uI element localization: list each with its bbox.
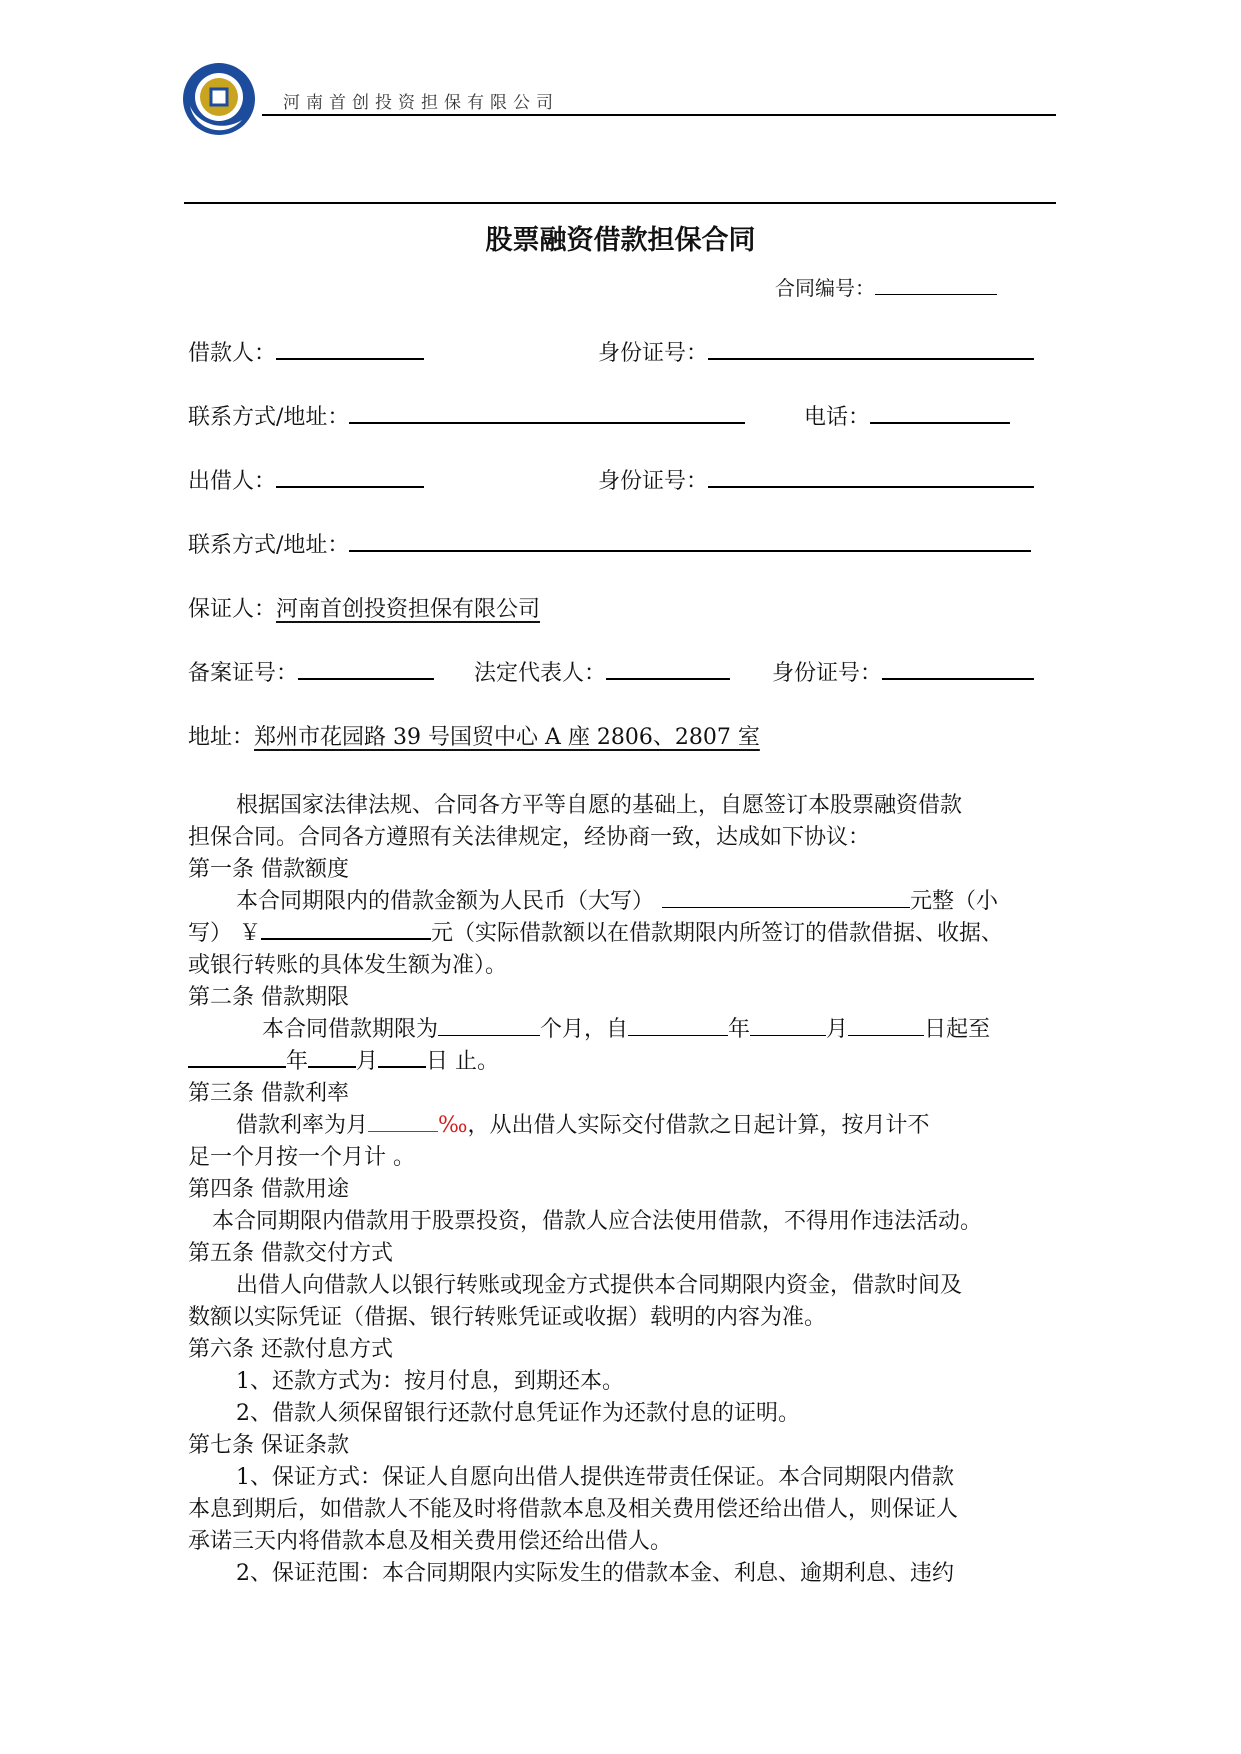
lender-contact-label: 联系方式/地址： <box>188 533 350 558</box>
header-rule <box>262 114 1056 116</box>
record-number-label: 备案证号： <box>188 661 299 686</box>
guarantor-row <box>188 592 540 623</box>
article-5-title: 第五条 借款交付方式 <box>188 1241 393 1266</box>
borrower-contact-label: 联系方式/地址： <box>188 405 350 430</box>
borrower-id-label: 身份证号： <box>598 341 709 366</box>
header-company-name: 河南首创投资担保有限公司 <box>283 93 559 113</box>
article-3-title: 第三条 借款利率 <box>188 1081 349 1106</box>
article-1-line-2: 写） ￥ 元（实际借款额以在借款期限内所签订的借款借据、收据、 <box>188 916 1003 947</box>
company-logo-icon <box>182 62 256 136</box>
article-4-title: 第四条 借款用途 <box>188 1177 349 1202</box>
article-7-line-2: 本息到期后，如借款人不能及时将借款本息及相关费用偿还给出借人，则保证人 <box>188 1497 959 1522</box>
contract-number-label: 合同编号： <box>775 276 875 300</box>
article-1-line-1: 本合同期限内的借款金额为人民币（大写） 元整（小 <box>236 889 999 914</box>
legal-rep-row <box>474 656 730 687</box>
article-2-line-2: 年 月 日 止。 <box>188 1044 499 1075</box>
article-7-line-4: 2、保证范围：本合同期限内实际发生的借款本金、利息、逾期利息、违约 <box>236 1561 954 1586</box>
article-7-title: 第七条 保证条款 <box>188 1433 349 1458</box>
loan-amount-figures-field[interactable] <box>261 918 431 940</box>
end-day-field[interactable] <box>378 1046 426 1068</box>
borrower-label: 借款人： <box>188 341 277 366</box>
article-4-line-1: 本合同期限内借款用于股票投资，借款人应合法使用借款，不得用作违法活动。 <box>212 1209 983 1234</box>
lender-label: 出借人： <box>188 469 277 494</box>
term-months-field[interactable] <box>438 1015 540 1036</box>
permille-sign: ‰ <box>438 1113 468 1138</box>
borrower-address-field[interactable] <box>349 402 745 424</box>
record-number-row <box>188 656 434 687</box>
address-row <box>188 720 760 751</box>
intro-line-2: 担保合同。合同各方遵照有关法律规定，经协商一致，达成如下协议： <box>188 825 871 850</box>
lender-contact-row <box>188 528 1031 559</box>
article-5-line-1: 出借人向借款人以银行转账或现金方式提供本合同期限内资金，借款时间及 <box>236 1273 963 1298</box>
guarantor-label: 保证人： <box>188 597 277 622</box>
article-3-line-1: 借款利率为月 ‰，从出借人实际交付借款之日起计算，按月计不 <box>236 1113 930 1138</box>
borrower-row <box>188 336 424 367</box>
article-3-line-2: 足一个月按一个月计 。 <box>188 1145 415 1170</box>
start-month-field[interactable] <box>750 1015 826 1036</box>
article-2-line-1: 本合同借款期限为 个月，自 年 月 日起至 <box>262 1017 991 1042</box>
article-6-title: 第六条 还款付息方式 <box>188 1337 393 1362</box>
record-number-field[interactable] <box>298 658 434 680</box>
guarantor-name: 河南首创投资担保有限公司 <box>276 597 541 622</box>
lender-row <box>188 464 424 495</box>
article-6-line-2: 2、借款人须保留银行还款付息凭证作为还款付息的证明。 <box>236 1401 800 1426</box>
lender-id-field[interactable] <box>708 466 1034 488</box>
interest-rate-field[interactable] <box>368 1111 438 1132</box>
contract-number-field[interactable] <box>875 274 997 295</box>
contract-number-row <box>775 272 997 301</box>
title-top-rule <box>184 202 1056 204</box>
start-year-field[interactable] <box>628 1015 728 1036</box>
intro-line-1: 根据国家法律法规、合同各方平等自愿的基础上，自愿签订本股票融资借款 <box>236 793 963 818</box>
loan-amount-words-field[interactable] <box>662 887 910 908</box>
end-month-field[interactable] <box>308 1046 356 1068</box>
legal-rep-id-field[interactable] <box>882 658 1034 680</box>
lender-id-label: 身份证号： <box>598 469 709 494</box>
legal-rep-field[interactable] <box>606 658 730 680</box>
address-value: 郑州市花园路 39 号国贸中心 A 座 2806、2807 室 <box>254 725 760 750</box>
article-5-line-2: 数额以实际凭证（借据、银行转账凭证或收据）载明的内容为准。 <box>188 1305 827 1330</box>
borrower-phone-row <box>804 400 1010 431</box>
article-7-line-1: 1、保证方式：保证人自愿向出借人提供连带责任保证。本合同期限内借款 <box>236 1465 954 1490</box>
borrower-id-field[interactable] <box>708 338 1034 360</box>
legal-rep-id-label: 身份证号： <box>772 661 883 686</box>
article-7-line-3: 承诺三天内将借款本息及相关费用偿还给出借人。 <box>188 1529 673 1554</box>
lender-id-row <box>598 464 1034 495</box>
article-1-line-3: 或银行转账的具体发生额为准）。 <box>188 953 508 978</box>
legal-rep-id-row <box>772 656 1034 687</box>
address-label: 地址： <box>188 725 255 750</box>
lender-name-field[interactable] <box>276 466 424 488</box>
borrower-phone-field[interactable] <box>870 402 1010 424</box>
article-6-line-1: 1、还款方式为：按月付息，到期还本。 <box>236 1369 624 1394</box>
borrower-name-field[interactable] <box>276 338 424 360</box>
lender-address-field[interactable] <box>349 530 1031 552</box>
legal-rep-label: 法定代表人： <box>474 661 607 686</box>
end-year-field[interactable] <box>188 1046 286 1068</box>
borrower-phone-label: 电话： <box>804 405 871 430</box>
start-day-field[interactable] <box>848 1015 924 1036</box>
borrower-contact-row <box>188 400 745 431</box>
document-title: 股票融资借款担保合同 <box>485 225 756 256</box>
borrower-id-row <box>598 336 1034 367</box>
article-2-title: 第二条 借款期限 <box>188 985 349 1010</box>
article-1-title: 第一条 借款额度 <box>188 857 349 882</box>
